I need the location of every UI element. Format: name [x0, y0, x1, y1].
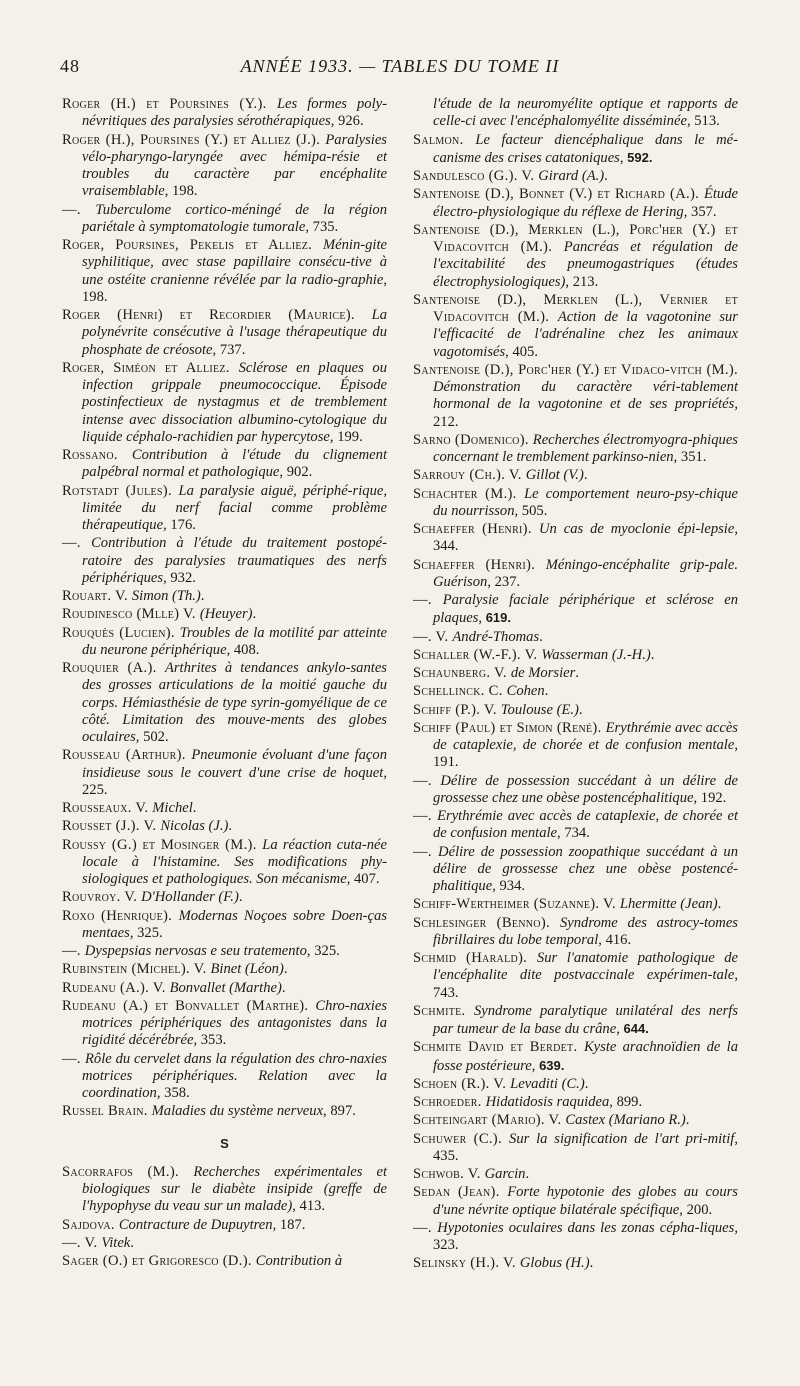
entry-page: , 897. — [323, 1103, 356, 1120]
index-entry — [413, 186, 738, 221]
index-entry — [62, 1051, 387, 1103]
entry-title: Le facteur diencéphalique dans le mé-canisme des crises catatoniques — [433, 131, 738, 166]
entry-author: Selinsky (H.). V. — [413, 1255, 520, 1272]
index-entry — [413, 665, 738, 682]
entry-title: Contribution à l'étude du traitement postopé-ratoire des paralysies traumatiques des nerfs périphériques — [82, 535, 387, 586]
entry-page: , 644. — [616, 1021, 649, 1037]
entry-page: , 213. — [565, 273, 599, 290]
entry-title: Contribution à — [255, 1253, 343, 1269]
index-entry — [413, 1094, 738, 1111]
entry-title: La réaction cuta-née locale à l'histamine. Ses modifications phy-siologiques et pathologiques. Son mécanisme — [82, 836, 387, 887]
entry-title: Paralysie faciale périphérique et sclérose en plaques — [433, 592, 738, 627]
entry-title: Wasserman (J.-H.) — [541, 646, 651, 663]
index-entry — [413, 1112, 738, 1129]
entry-page: , 502. — [135, 729, 169, 745]
entry-title: Castex (Mariano R.) — [565, 1112, 686, 1129]
entry-author: Schmite David et Berdet. — [413, 1039, 584, 1056]
entry-title: André-Thomas — [452, 628, 540, 645]
entry-author: —. — [62, 535, 92, 552]
index-entry — [413, 132, 738, 168]
entry-author: Rotstadt (Jules). — [62, 482, 179, 499]
index-entry — [62, 747, 387, 799]
entry-author: Schlesinger (Benno). — [413, 914, 560, 931]
entry-page: , 743. — [433, 967, 738, 1001]
entry-title: Hidatidosis raquidea — [485, 1094, 610, 1110]
entry-author: Roudinesco (Mlle) V. — [62, 606, 200, 623]
entry-page: . — [685, 1112, 690, 1129]
entry-page: . — [575, 665, 579, 681]
entry-page: . — [604, 168, 608, 184]
entry-title: Levaditi (C.) — [510, 1075, 585, 1092]
index-entry — [62, 307, 387, 359]
index-entry — [62, 1253, 387, 1270]
entry-title: Un cas de myoclonie épi-lepsie — [538, 521, 735, 537]
entry-page: , 325. — [306, 943, 340, 959]
section-letter: S — [220, 1135, 229, 1151]
entry-title: Gillot (V.) — [525, 467, 584, 484]
entry-page: , 408. — [226, 641, 260, 658]
entry-author: Rousseau (Arthur). — [62, 747, 192, 764]
entry-page: , 237. — [487, 573, 521, 590]
index-entry — [413, 222, 738, 291]
entry-page: , 619. — [478, 610, 512, 627]
entry-author: Roxo (Henrique). — [62, 907, 179, 924]
index-entry — [413, 557, 738, 592]
entry-title: Délire de possession succédant à un délire de grossesse chez une obèse postencéphalitique — [433, 772, 738, 806]
entry-page: . — [281, 979, 286, 996]
entry-author: Schoen (R.). V. — [413, 1075, 511, 1092]
entry-page: . — [283, 961, 288, 978]
entry-title: Contribution à l'étude du clignement palpébral normal et pathologique — [82, 447, 387, 481]
entry-title: Syndrome des astrocy-tomes fibrillaires du lobe temporal — [433, 914, 738, 948]
entry-page: , 325. — [129, 924, 163, 941]
entry-page: , 899. — [609, 1094, 643, 1110]
index-entry — [62, 961, 387, 978]
index-entry — [413, 292, 738, 361]
entry-title: D'Hollander (F.) — [141, 889, 239, 906]
index-entry — [62, 818, 387, 835]
entry-page: , 407. — [346, 871, 380, 887]
entry-title: Kyste arachnoïdien de la fosse postérieure — [433, 1039, 738, 1074]
page-number: 48 — [60, 56, 80, 76]
entry-author: —. — [413, 808, 438, 824]
entry-page: , 413. — [292, 1198, 326, 1215]
entry-title: Cohen — [506, 683, 545, 700]
entry-title: (Heuyer) — [199, 606, 253, 623]
entry-author: Rudeanu (A.). V. — [62, 979, 170, 996]
entry-page: , 357. — [683, 203, 717, 220]
entry-author: —. V. — [62, 1234, 102, 1251]
entry-author: Roger (Henri) et Recordier (Maurice). — [62, 307, 372, 323]
entry-author: Schuwer (C.). — [413, 1130, 510, 1147]
index-entry — [62, 660, 387, 746]
index-entry — [62, 535, 387, 587]
entry-author: Rousset (J.). V. — [62, 818, 161, 835]
index-entry — [62, 980, 387, 997]
entry-page: . — [238, 889, 243, 906]
entry-author: Sager (O.) et Grigoresco (D.). — [62, 1253, 256, 1269]
entry-title: Délire de possession zoopathique succédant à un délire de grossesse chez une obèse postencé-phalitique — [433, 843, 738, 894]
entry-page: , 405. — [505, 343, 538, 360]
entry-page: . — [717, 896, 722, 913]
entry-page: . — [578, 701, 583, 718]
index-entry — [413, 1220, 738, 1255]
entry-page: , 416. — [598, 931, 632, 948]
entry-page: , 351. — [673, 449, 707, 465]
entry-author: Rouquès (Lucien). — [62, 624, 180, 641]
index-entry — [62, 800, 387, 817]
entry-author: Rossano. — [62, 447, 132, 463]
entry-page: . — [192, 800, 197, 816]
entry-author: Schmid (Harald). — [413, 950, 537, 966]
entry-title: Syndrome paralytique unilatéral des nerfs par tumeur de la base du crâne — [433, 1002, 738, 1037]
index-entry — [62, 943, 387, 960]
entry-page: , 934. — [492, 878, 526, 894]
entry-author: —. — [413, 592, 443, 608]
entry-title: Binet (Léon) — [210, 961, 284, 978]
index-entry — [62, 96, 387, 131]
entry-title: Vitek — [101, 1234, 131, 1251]
index-entry — [62, 447, 387, 482]
index-entry — [413, 432, 738, 467]
entry-author: Sacorrafos (M.). — [62, 1163, 194, 1180]
entry-author: —. V. — [413, 628, 453, 645]
entry-title: Rôle du cervelet dans la régulation des chro-naxies motrices périphériques. Relation avec la coordination — [82, 1050, 387, 1101]
entry-author: Roger, Siméon et Alliez. — [62, 359, 239, 376]
index-entry — [413, 629, 738, 646]
index-entry — [413, 1255, 738, 1272]
entry-page: , 176. — [163, 517, 196, 533]
entry-title: Paralysies vélo-pharyngo-laryngée avec hémipa-résie et troubles du caractère par encéphalite vraisemblable — [82, 131, 387, 200]
index-entry — [413, 1003, 738, 1039]
entry-title: Étude électro-physiologique du réflexe de Hering — [433, 186, 738, 220]
entry-author: Sajdova. — [62, 1216, 119, 1233]
entry-title: Maladies du système nerveux — [151, 1103, 324, 1120]
entry-author: Roussy (G.) et Mosinger (M.). — [62, 836, 263, 853]
entry-page: , 212. — [433, 396, 738, 430]
entry-author: —. — [413, 1219, 438, 1236]
entry-title: Sclérose en plaques ou infection grippale pneumococcique. Épisode postinfectieux de nystagmus et de tremblement intense avec dissociation albumino-cytologique du liquide céphalo-rachidien par hypercytose — [82, 359, 387, 445]
entry-page: , 200. — [679, 1201, 713, 1218]
entry-page: , 323. — [433, 1219, 738, 1253]
index-entry — [413, 1076, 738, 1093]
entry-title: Michel — [152, 800, 193, 816]
entry-author: —. — [413, 843, 439, 860]
index-entry — [62, 908, 387, 943]
entry-author: Santenoise (D.), Merklen (L.), Vernier et Vidacovitch (M.). — [413, 291, 738, 325]
entry-title: Arthrites à tendances ankylo-santes des grosses articulations de la moitié gauche du corps. Hémiasthésie de type syrin-gomyélique de ce côté. Limitation des mouve-ments des globes oculaires — [82, 660, 387, 745]
index-entry — [413, 683, 738, 700]
index-entry — [413, 950, 738, 1002]
index-entry — [62, 360, 387, 446]
index-entry — [413, 168, 738, 185]
index-entry — [413, 592, 738, 628]
entry-title: Bonvallet (Marthe) — [169, 979, 282, 996]
entry-author: Sarrouy (Ch.). V. — [413, 467, 526, 484]
index-entry — [413, 896, 738, 913]
index-entry — [413, 1131, 738, 1166]
entry-page: . — [589, 1255, 594, 1272]
entry-title: Les formes poly-névritiques des paralysies sérothérapiques — [82, 96, 387, 130]
running-title: ANNÉE 1933. — TABLES DU TOME II — [240, 56, 560, 76]
entry-page: , 191. — [433, 737, 738, 771]
entry-author: Schellinck. C. — [413, 683, 507, 700]
entry-title: Contracture de Dupuytren — [118, 1216, 273, 1233]
entry-author: —. — [62, 943, 85, 959]
entry-author: —. — [62, 1050, 85, 1067]
index-entry — [62, 202, 387, 237]
entry-author: Santenoise (D.), Bonnet (V.) et Richard (A.). — [413, 186, 704, 203]
entry-author: Schachter (M.). — [413, 485, 525, 502]
entry-page: . — [228, 818, 233, 835]
index-entry — [413, 467, 738, 484]
entry-page: , 192. — [693, 789, 727, 806]
index-entry — [62, 132, 387, 201]
entry-page: , 358. — [156, 1085, 190, 1101]
entry-title: Erythrémie avec accès de cataplexie, de chorée et de confusion mentale — [433, 808, 738, 842]
index-entry — [62, 606, 387, 623]
index-entry — [413, 773, 738, 808]
entry-author: Schiff (Paul) et Simon (René). — [413, 719, 606, 736]
entry-author: Sedan (Jean). — [413, 1184, 508, 1201]
entry-title: l'étude de la neuromyélite optique et rapports de celle-ci avec l'encéphalomyélite disséminée — [433, 96, 738, 130]
index-entry — [413, 647, 738, 664]
entry-page: . — [583, 467, 588, 484]
entry-author: —. — [413, 772, 441, 789]
entry-author: Santenoise (D.), Porc'her (Y.) et Vidaco-vitch (M.). — [413, 361, 738, 378]
entry-title: Forte hypotonie des globes au cours d'une névrite optique bilatérale spécifique — [433, 1184, 738, 1218]
entry-page: , 198. — [164, 183, 198, 200]
entry-title: Ménin-gite syphilitique, avec stase papillaire consécu-tive à une ostéite cranienne révélée par la radio-graphie — [82, 237, 387, 288]
entry-page: , 505. — [514, 502, 548, 519]
entry-page: . — [544, 683, 549, 700]
entry-title: Girard (A.) — [538, 168, 605, 184]
entry-author: Roger (H.), Poursines (Y.) et Alliez (J.). — [62, 131, 326, 148]
entry-author: Schwob. V. — [413, 1166, 485, 1182]
index-entry — [62, 1217, 387, 1234]
index-entry — [413, 720, 738, 772]
entry-title: Action de la vagotonine sur l'efficacité de l'adrénaline chez les animaux vagotomisés — [433, 309, 738, 360]
entry-page: . — [584, 1075, 589, 1092]
entry-title: Démonstration du caractère véri-tablement hormonal de la vagotonine et de ses propriétés — [433, 379, 738, 413]
entry-page: . — [252, 606, 257, 623]
entry-page: , 592. — [619, 149, 653, 166]
entry-author: Roger, Poursines, Pekelis et Alliez. — [62, 237, 323, 253]
entry-page: . — [525, 1166, 530, 1182]
entry-title: Tuberculome cortico-méningé de la région pariétale à symptomatologie tumorale — [82, 201, 387, 235]
entry-author: Rouvroy. V. — [62, 889, 142, 906]
entry-author: Russel Brain. — [62, 1103, 152, 1120]
entry-author: Schaeffer (Henri). — [413, 521, 539, 537]
entry-page: , 734. — [557, 825, 590, 842]
index-entry — [62, 588, 387, 605]
entry-title: Modernas Noçoes sobre Doen-ças mentaes — [82, 907, 387, 941]
entry-title: Le comportement neuro-psy-chique du nourrisson — [433, 485, 738, 519]
index-entry — [413, 96, 738, 131]
index-entry — [413, 486, 738, 521]
entry-author: Schroeder. — [413, 1094, 486, 1110]
entry-author: Rudeanu (A.) et Bonvallet (Marthe). — [62, 997, 316, 1014]
entry-title: Pneumonie évoluant d'une façon insidieuse sous le couvert d'une crise de hoquet — [82, 747, 387, 781]
entry-page: , 344. — [433, 521, 738, 555]
entry-author: —. — [62, 201, 96, 218]
index-entry — [413, 1039, 738, 1075]
entry-page: , 198. — [82, 271, 387, 305]
entry-title: La paralysie aiguë, périphé-rique, limitée du nerf facial comme problème thérapeutique — [82, 482, 387, 533]
index-entry — [62, 998, 387, 1050]
entry-author: Schaller (W.-F.). V. — [413, 646, 542, 663]
index-entry — [413, 844, 738, 896]
entry-author: Rubinstein (Michel). V. — [62, 961, 211, 978]
index-entry — [413, 915, 738, 950]
entry-author: Schmite. — [413, 1002, 474, 1019]
entry-title: Garcin — [484, 1166, 526, 1182]
entry-page: . — [539, 628, 543, 645]
right-column — [413, 96, 738, 1274]
entry-author: Sarno (Domenico). — [413, 431, 533, 448]
entry-author: Rouquier (A.). — [62, 660, 165, 676]
entry-title: Méningo-encéphalite grip-pale. Guérison — [433, 556, 738, 590]
entry-author: Rouart. V. — [62, 588, 132, 604]
entry-author: Salmon. — [413, 131, 476, 148]
entry-author: Schaunberg. V. — [413, 665, 511, 681]
entry-author: Santenoise (D.), Merklen (L.), Porc'her (Y.) et Vidacovitch (M.). — [413, 221, 738, 255]
entry-page: , 187. — [272, 1216, 306, 1233]
entry-title: Sur l'anatomie pathologique de l'encéphalite dite postvaccinale expérimen-tale — [433, 950, 738, 984]
entry-title: Recherches expérimentales et biologiques sur le diabète insipide (greffe de l'hypophyse du veau sur un malade) — [82, 1163, 387, 1215]
entry-page: , 902. — [279, 464, 313, 481]
entry-author: Schiff-Wertheimer (Suzanne). V. — [413, 896, 620, 913]
entry-title: Pancréas et régulation de l'excitabilité des pneumogastriques (études électrophysiologiques) — [433, 239, 738, 290]
index-entry — [62, 237, 387, 306]
index-entry — [413, 808, 738, 843]
entry-title: Erythrémie avec accès de cataplexie, de chorée et de confusion mentale — [433, 719, 738, 753]
index-entry — [413, 1184, 738, 1219]
index-entry — [413, 362, 738, 431]
index-entry — [62, 1164, 387, 1216]
entry-title: Nicolas (J.) — [160, 818, 229, 835]
entry-title: La polynévrite consécutive à l'usage thérapeutique du phosphate de créosote — [82, 307, 387, 358]
entry-title: Chro-naxies motrices périphériques des antagonistes dans la rigidité décérébrée — [82, 997, 387, 1049]
index-entry — [62, 1103, 387, 1120]
index-entry — [413, 1166, 738, 1183]
entry-author: Schteingart (Mario). V. — [413, 1112, 566, 1129]
entry-author: Sandulesco (G.). V. — [413, 168, 539, 184]
left-column — [62, 96, 387, 1271]
entry-title: Simon (Th.) — [131, 588, 201, 604]
entry-title: Hypotonies oculaires dans les zonas cépha-liques — [437, 1219, 735, 1236]
page-header — [60, 56, 740, 82]
index-entry — [413, 702, 738, 719]
index-entry — [62, 483, 387, 535]
entry-page: , 199. — [329, 428, 363, 445]
index-entry — [62, 1235, 387, 1252]
entry-title: Troubles de la motilité par atteinte du neurone périphérique — [82, 624, 387, 658]
entry-page: , 932. — [163, 569, 196, 586]
entry-title: Lhermitte (Jean) — [619, 896, 718, 913]
entry-page: , 639. — [531, 1057, 565, 1074]
entry-page: . — [200, 588, 205, 604]
entry-author: Rousseaux. V. — [62, 800, 153, 816]
entry-page: , 735. — [305, 218, 339, 235]
entry-title: Sur la signification de l'art pri-mitif — [509, 1130, 735, 1147]
index-entry — [413, 521, 738, 556]
index-entry — [62, 837, 387, 889]
entry-page: , 737. — [212, 341, 246, 358]
entry-page: , 435. — [433, 1130, 738, 1164]
entry-page: , 513. — [686, 113, 720, 130]
entry-author: Schaeffer (Henri). — [413, 556, 546, 573]
entry-page: . — [650, 646, 655, 663]
entry-title: Globus (H.) — [519, 1255, 590, 1272]
entry-page: , 225. — [82, 764, 387, 798]
entry-title: Dyspepsias nervosas e seu tratemento — [84, 943, 307, 959]
entry-page: , 353. — [193, 1032, 227, 1049]
entry-title: de Morsier — [510, 665, 576, 681]
entry-page: , 926. — [330, 113, 364, 130]
index-entry — [62, 889, 387, 906]
entry-title: Recherches électromyogra-phiques concernant le tremblement parkinso-nien — [433, 431, 738, 465]
entry-author: Roger (H.) et Poursines (Y.). — [62, 96, 277, 112]
entry-author: Schiff (P.). V. — [413, 701, 501, 718]
index-entry — [62, 625, 387, 660]
entry-title: Toulouse (E.) — [500, 701, 579, 718]
entry-page: . — [130, 1234, 134, 1251]
